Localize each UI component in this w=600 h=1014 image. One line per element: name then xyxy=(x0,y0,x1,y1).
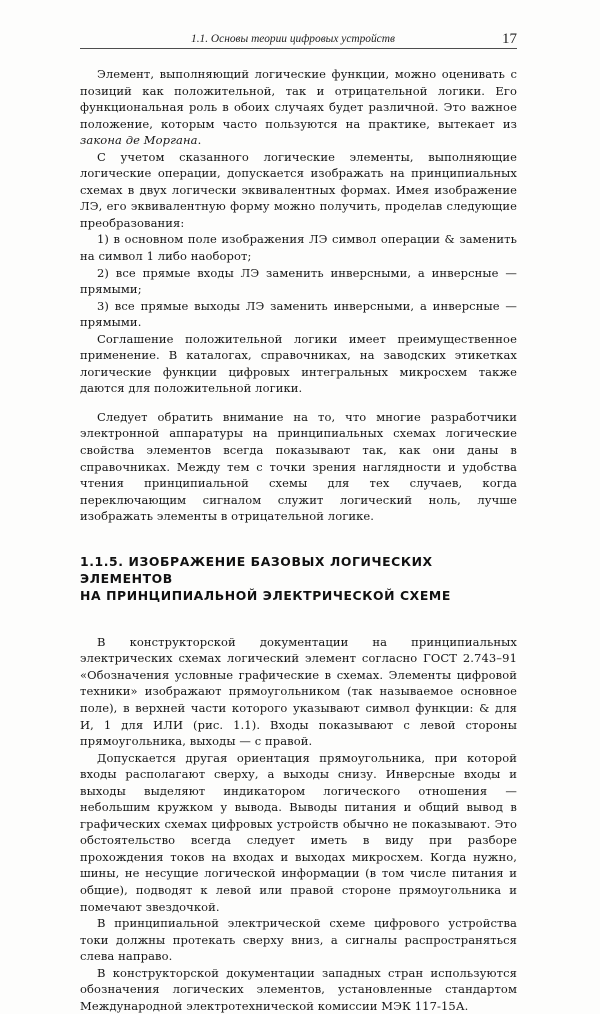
running-title: 1.1. Основы теории цифровых устройств xyxy=(191,33,395,45)
paragraph-orientation: Допускается другая ориентация прямоугольника, при которой входы располагают сверху, а выходы снизу. Инверсные входы и выходы выделяют индикатором логического отношения — небольшим кружком у вывода. Выводы питания и общий вывод в графических схемах цифровых устройств обычно не показывают. Это обстоятельство всегда следует иметь в виду при разборе прохождения токов на входах и выходах микросхем. Когда нужно, шины, не несущие логической информации (в том числе питания и общие), подводят к левой или правой стороне прямоугольника и помечают звездочкой. xyxy=(80,750,517,914)
paragraph-de-morgan-end: . xyxy=(197,133,202,148)
paragraph-developers-note: Следует обратить внимание на то, что многие разработчики электронной аппаратуры на принципиальных схемах логические свойства элементов всегда показывают так, как они даны в справочниках. Между тем с точки зрения наглядности и удобства чтения принципиальной схемы для тех случаев, когда переключающим сигналом служит логический ноль, лучше изображать элементы в отрицательной логике. xyxy=(80,409,517,524)
page-number: 17 xyxy=(502,31,517,47)
paragraph-positive-logic: Соглашение положительной логики имеет преимущественное применение. В каталогах, справочниках, на заводских этикетках логические функции цифровых интегральных микросхем также даются для положительной логики. xyxy=(80,331,517,396)
header-rule xyxy=(80,48,517,49)
de-morgan-law-term: закона де Моргана xyxy=(80,133,198,148)
paragraph-de-morgan xyxy=(80,66,517,149)
paragraph-signal-flow: В принципиальной электрической схеме цифрового устройства токи должны протекать сверху вниз, а сигналы распространяться слева направо. xyxy=(80,916,517,964)
section-heading xyxy=(80,553,517,604)
page-header xyxy=(80,31,517,60)
paragraph-de-morgan-text: Элемент, выполняющий логические функции, можно оценивать с позиций как положительной, так и отрицательной логики. Его функциональная роль в обоих случаях будет различной. Это важное положение, которым часто пользуются на практике, вытекает из xyxy=(80,67,517,131)
list-item-3: 3) все прямые выходы ЛЭ заменить инверсными, а инверсные — прямыми. xyxy=(80,298,517,330)
list-item-1: 1) в основном поле изображения ЛЭ символ операции & заменить на символ 1 либо наоборот; xyxy=(80,232,517,264)
list-item-2: 2) все прямые входы ЛЭ заменить инверсными, а инверсные — прямыми; xyxy=(80,265,517,297)
paragraph-equivalent-forms: С учетом сказанного логические элементы, выполняющие логические операции, допускается изображать на принципиальных схемах в двух логически эквивалентных формах. Имея изображение ЛЭ, его эквивалентную форму можно получить, проделав следующие преобразования: xyxy=(80,149,517,230)
paragraph-iec: В конструкторской документации западных стран используются обозначения логических элементов, установленные стандартом Международной электротехнической комиссии МЭК 117-15А. xyxy=(80,965,517,1013)
section-heading-line-2: НА ПРИНЦИПИАЛЬНОЙ ЭЛЕКТРИЧЕСКОЙ СХЕМЕ xyxy=(80,587,451,603)
section-heading-line-1: 1.1.5. ИЗОБРАЖЕНИЕ БАЗОВЫХ ЛОГИЧЕСКИХ ЭЛЕМЕНТОВ xyxy=(80,553,433,586)
body-text xyxy=(80,66,517,1014)
paragraph-gost: В конструкторской документации на принципиальных электрических схемах логический элемент согласно ГОСТ 2.743–91 «Обозначения условные графические в схемах. Элементы цифровой техники» изображают прямоугольником (так называемое основное поле), в верхней части которого указывают символ функции: & для И, 1 для ИЛИ (рис. 1.1). Входы показывают с левой стороны прямоугольника, выходы — с правой. xyxy=(80,634,517,749)
